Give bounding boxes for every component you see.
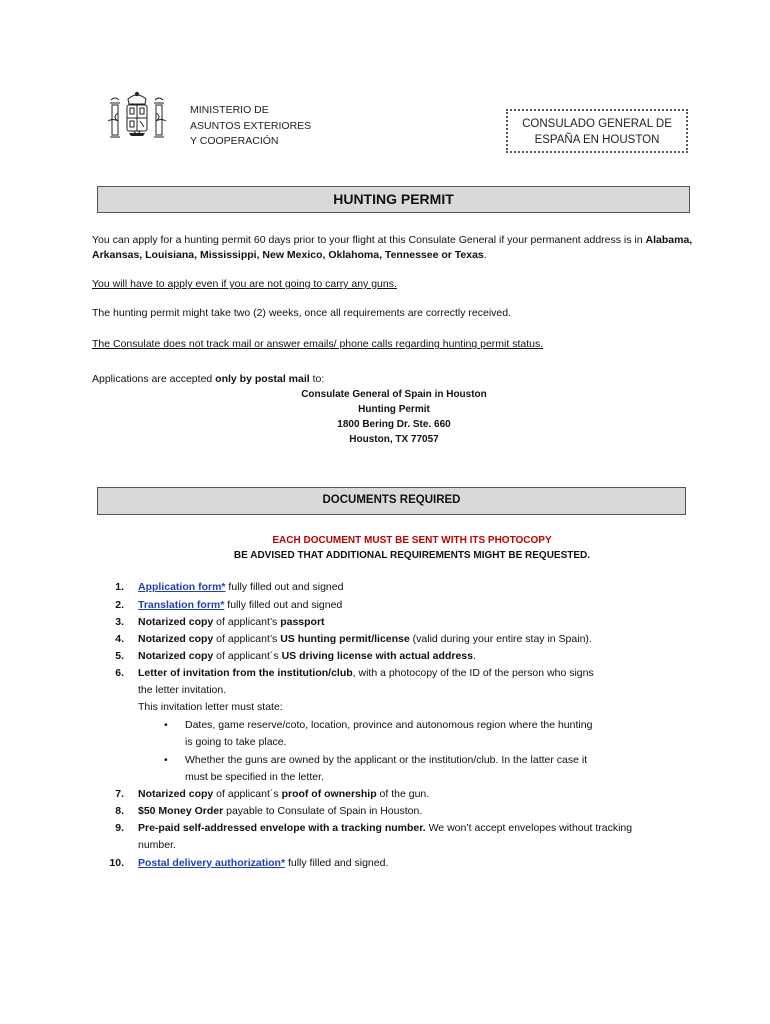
address-line: Houston, TX 77057	[349, 434, 439, 445]
documents-required-heading: DOCUMENTS REQUIRED	[97, 487, 686, 515]
bullet-icon: •	[164, 754, 168, 766]
item-text: of applicant’s	[213, 633, 281, 645]
intro-paragraph	[92, 233, 704, 263]
translation-form-link[interactable]: Translation form*	[138, 599, 225, 611]
photocopy-notice-red: EACH DOCUMENT MUST BE SENT WITH ITS PHOTOCOPY	[272, 535, 552, 546]
address-line: Hunting Permit	[358, 404, 430, 415]
item-text: of applicant´s	[213, 788, 282, 800]
item-text: We won’t accept envelopes without tracking	[425, 822, 633, 834]
application-form-link[interactable]: Application form*	[138, 581, 226, 593]
eligible-states: Alabama, Arkansas, Louisiana, Mississippi, New Mexico, Oklahoma, Tennessee or Texas	[92, 234, 693, 261]
item-text: , with a photocopy of the ID of the person who signs	[352, 667, 594, 679]
intro-text-end: .	[483, 249, 487, 261]
item-text: fully filled and signed.	[285, 857, 389, 869]
item-number: 10.	[109, 857, 124, 869]
item-bold: Letter of invitation from the institution/club	[138, 667, 353, 679]
item-text: .	[472, 650, 476, 662]
mail-instructions	[92, 372, 704, 387]
item-bold: US driving license with actual address	[281, 650, 473, 662]
item-bold: proof of ownership	[281, 788, 377, 800]
address-line: Consulate General of Spain in Houston	[301, 389, 487, 400]
consulate-box	[506, 109, 688, 153]
spain-coat-of-arms-icon	[106, 91, 168, 147]
tracking-notice: The Consulate does not track mail or answer emails/ phone calls regarding hunting permit status.	[92, 338, 544, 350]
postal-delivery-authorization-link[interactable]: Postal delivery authorization*	[138, 857, 286, 869]
ministry-line: MINISTERIO DE	[190, 104, 269, 116]
photocopy-notice	[92, 533, 732, 563]
item-text: of applicant’s	[213, 616, 281, 628]
invitation-letter-intro: This invitation letter must state:	[138, 701, 283, 713]
guns-notice: You will have to apply even if you are not going to carry any guns.	[92, 278, 397, 290]
item-bold: US hunting permit/license	[280, 633, 410, 645]
item-text: of the gun.	[376, 788, 430, 800]
ministry-name	[190, 103, 311, 150]
mailing-address	[92, 387, 696, 447]
consulate-line: ESPAÑA EN HOUSTON	[534, 134, 660, 146]
item-text: (valid during your entire stay in Spain).	[409, 633, 592, 645]
ministry-line: Y COOPERACIÓN	[190, 135, 279, 147]
bullet-text: Dates, game reserve/coto, location, province and autonomous region where the hunting	[185, 719, 593, 731]
item-number: 3.	[115, 616, 124, 628]
item-number: 2.	[115, 599, 124, 611]
mail-text-end: to:	[309, 373, 325, 385]
bullet-text: is going to take place.	[185, 736, 287, 748]
item-number: 8.	[115, 805, 124, 817]
item-text: fully filled out and signed	[225, 581, 344, 593]
bullet-text: Whether the guns are owned by the applicant or the institution/club. In the latter case it	[185, 754, 588, 766]
item-bold: $50 Money Order	[138, 805, 224, 817]
item-text: fully filled out and signed	[224, 599, 343, 611]
item-number: 4.	[115, 633, 124, 645]
postal-mail-only: only by postal mail	[215, 373, 310, 385]
ministry-line: ASUNTOS EXTERIORES	[190, 119, 312, 132]
item-bold: Notarized copy	[138, 650, 214, 662]
item-bold: passport	[280, 616, 325, 628]
item-bold: Notarized copy	[138, 633, 214, 645]
consulate-line: CONSULADO GENERAL DE	[522, 118, 672, 130]
item-continuation: number.	[138, 839, 176, 851]
intro-text: You can apply for a hunting permit 60 days prior to your flight at this Consulate General if your permanent address is in	[92, 234, 646, 246]
item-text: payable to Consulate of Spain in Houston.	[223, 805, 423, 817]
bullet-text: must be specified in the letter.	[185, 771, 324, 783]
bullet-icon: •	[164, 719, 168, 731]
item-number: 1.	[115, 581, 124, 593]
page-title: HUNTING PERMIT	[97, 186, 690, 213]
address-line: 1800 Bering Dr. Ste. 660	[337, 419, 451, 430]
mail-text: Applications are accepted	[92, 373, 216, 385]
item-bold: Notarized copy	[138, 616, 214, 628]
item-bold: Notarized copy	[138, 788, 214, 800]
additional-requirements-notice: BE ADVISED THAT ADDITIONAL REQUIREMENTS MIGHT BE REQUESTED.	[233, 550, 591, 561]
item-number: 9.	[115, 822, 124, 834]
item-bold: Pre-paid self-addressed envelope with a tracking number.	[138, 822, 426, 834]
item-number: 5.	[115, 650, 124, 662]
item-continuation: the letter invitation.	[138, 684, 227, 696]
processing-time: The hunting permit might take two (2) weeks, once all requirements are correctly received.	[92, 307, 512, 319]
item-number: 7.	[115, 788, 124, 800]
item-number: 6.	[115, 667, 124, 679]
item-text: of applicant´s	[213, 650, 282, 662]
